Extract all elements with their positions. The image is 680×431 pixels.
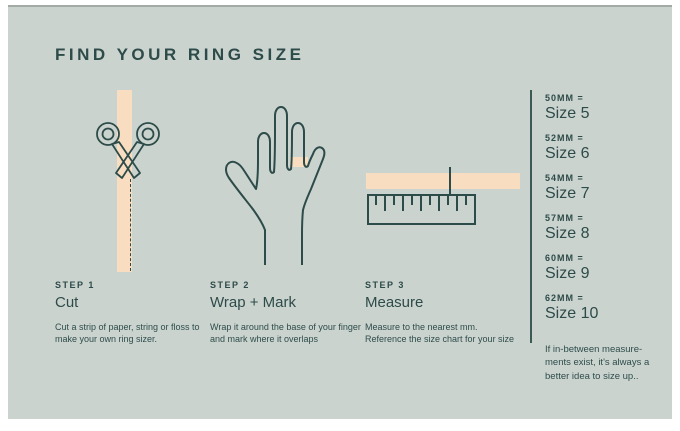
size-mm: 54MM = bbox=[545, 173, 584, 183]
size-mm: 60MM = bbox=[545, 253, 584, 263]
size-entry bbox=[545, 93, 598, 123]
size-chart bbox=[545, 93, 598, 333]
page-title: FIND YOUR RING SIZE bbox=[55, 45, 305, 64]
scissors-icon bbox=[95, 120, 161, 182]
step-name: Cut bbox=[55, 294, 79, 311]
step-description: Wrap it around the base of your finger and mark where it overlaps bbox=[210, 322, 361, 345]
size-entry bbox=[545, 253, 598, 283]
step-label: STEP 2 bbox=[210, 280, 250, 290]
step-name: Measure bbox=[365, 294, 424, 311]
paper-strip-horizontal bbox=[366, 173, 520, 189]
size-entry bbox=[545, 173, 598, 203]
size-entry bbox=[545, 213, 598, 243]
step-2-text bbox=[210, 280, 368, 346]
size-value: Size 5 bbox=[545, 105, 590, 122]
step-label: STEP 3 bbox=[365, 280, 405, 290]
size-value: Size 10 bbox=[545, 305, 599, 322]
step-description: Measure to the nearest mm. Reference the size chart for your size bbox=[365, 322, 515, 345]
size-value: Size 6 bbox=[545, 145, 590, 162]
size-note: If in-between measure-ments exist, it's always a better idea to size up.. bbox=[545, 344, 650, 382]
ruler-icon bbox=[367, 194, 477, 226]
size-value: Size 9 bbox=[545, 265, 590, 282]
size-entry bbox=[545, 133, 598, 163]
infographic-panel bbox=[8, 5, 672, 419]
step-3-text bbox=[365, 280, 523, 346]
size-mm: 50MM = bbox=[545, 93, 584, 103]
size-mm: 57MM = bbox=[545, 213, 584, 223]
size-mm: 62MM = bbox=[545, 293, 584, 303]
size-value: Size 7 bbox=[545, 185, 590, 202]
size-value: Size 8 bbox=[545, 225, 590, 242]
cut-dashed-line bbox=[130, 179, 131, 271]
size-chart-divider bbox=[530, 90, 532, 343]
step-label: STEP 1 bbox=[55, 280, 95, 290]
step-1-text bbox=[55, 280, 213, 346]
step-name: Wrap + Mark bbox=[210, 294, 296, 311]
size-mm: 52MM = bbox=[545, 133, 584, 143]
hand-icon bbox=[212, 100, 342, 265]
size-entry bbox=[545, 293, 598, 323]
overlap-mark-line bbox=[449, 167, 451, 194]
step-description: Cut a strip of paper, string or floss to make your own ring sizer. bbox=[55, 322, 200, 345]
